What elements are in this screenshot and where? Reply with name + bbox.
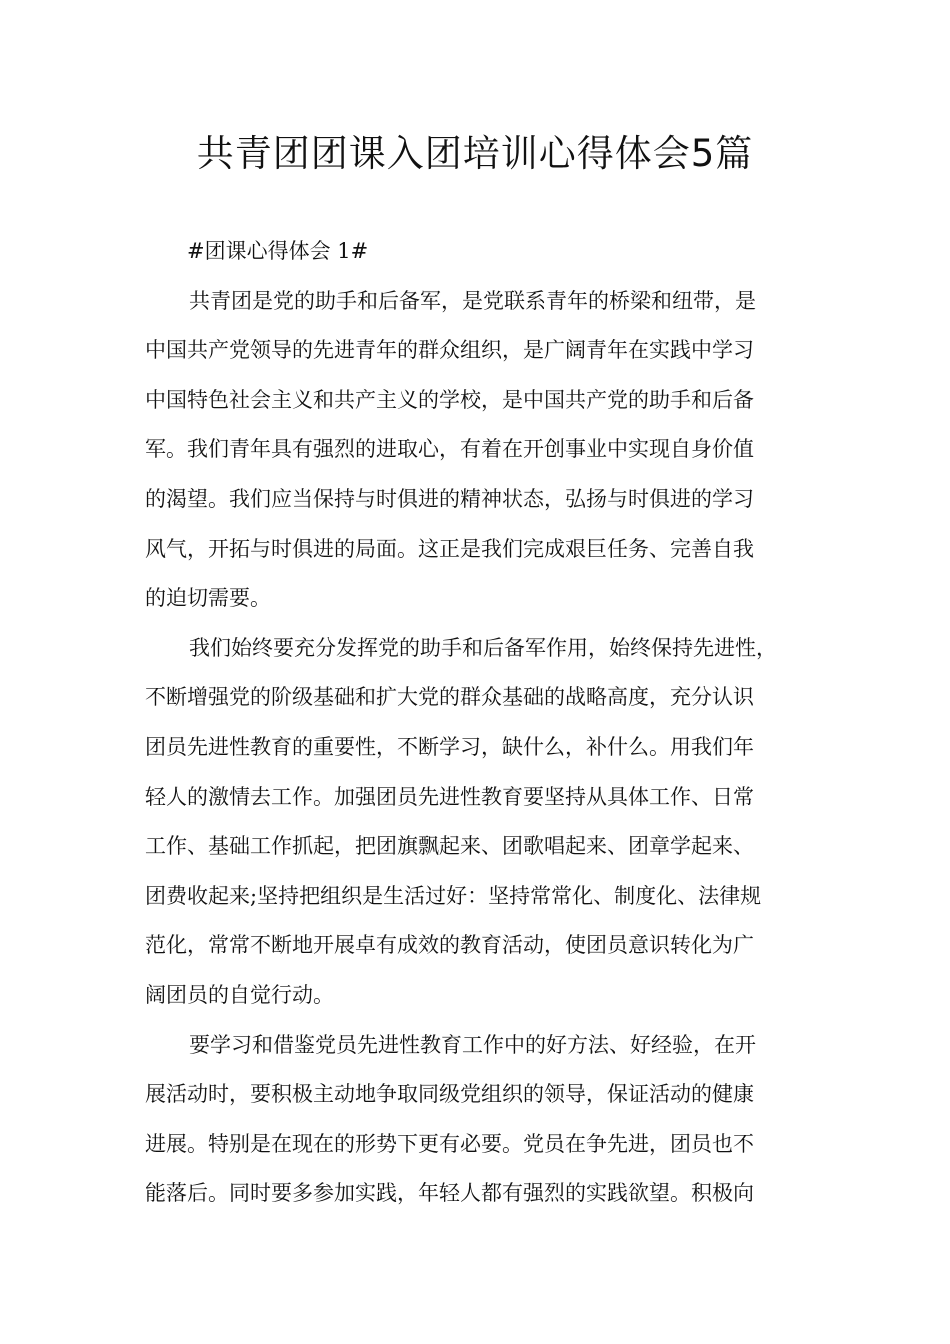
text-line: 中国共产党领导的先进青年的群众组织，是广阔青年在实践中学习	[145, 338, 754, 363]
text-line: 的渴望。我们应当保持与时俱进的精神状态，弘扬与时俱进的学习	[145, 486, 754, 511]
text-line: 轻人的激情去工作。加强团员先进性教育要坚持从具体工作、日常	[145, 784, 754, 809]
text-line: 中国特色社会主义和共产主义的学校，是中国共产党的助手和后备	[145, 387, 754, 412]
paragraph-3	[145, 1021, 820, 1219]
text-line: 能落后。同时要多参加实践，年轻人都有强烈的实践欲望。积极向	[145, 1181, 754, 1206]
text-line: 团员先进性教育的重要性，不断学习，缺什么，补什么。用我们年	[145, 734, 754, 759]
paragraph-1	[145, 277, 820, 624]
text-line: 工作、基础工作抓起，把团旗飘起来、团歌唱起来、团章学起来、	[145, 834, 754, 859]
text-line: 我们始终要充分发挥党的助手和后备军作用，始终保持先进性，	[189, 635, 777, 660]
text-line: 展活动时，要积极主动地争取同级党组织的领导，保证活动的健康	[145, 1082, 754, 1107]
text-line: 的迫切需要。	[145, 586, 271, 611]
text-line: 范化，常常不断地开展卓有成效的教育活动，使团员意识转化为广	[145, 933, 754, 958]
text-line: 不断增强党的阶级基础和扩大党的群众基础的战略高度，充分认识	[145, 685, 754, 710]
text-line: 军。我们青年具有强烈的进取心，有着在开创事业中实现自身价值	[145, 437, 754, 462]
document-body	[145, 227, 820, 1219]
section-heading: #团课心得体会 1#	[187, 239, 369, 263]
text-line: 阔团员的自觉行动。	[145, 982, 334, 1007]
document-title: 共青团团课入团培训心得体会5篇	[196, 132, 754, 175]
text-line: 团费收起来;坚持把组织是生活过好：坚持常常化、制度化、法律规	[145, 883, 762, 908]
text-line: 共青团是党的助手和后备军，是党联系青年的桥梁和纽带，是	[189, 288, 756, 313]
text-line: 要学习和借鉴党员先进性教育工作中的好方法、好经验，在开	[189, 1032, 756, 1057]
paragraph-2	[145, 624, 820, 1021]
text-line: 进展。特别是在现在的形势下更有必要。党员在争先进，团员也不	[145, 1131, 754, 1156]
text-line: 风气，开拓与时俱进的局面。这正是我们完成艰巨任务、完善自我	[145, 536, 754, 561]
